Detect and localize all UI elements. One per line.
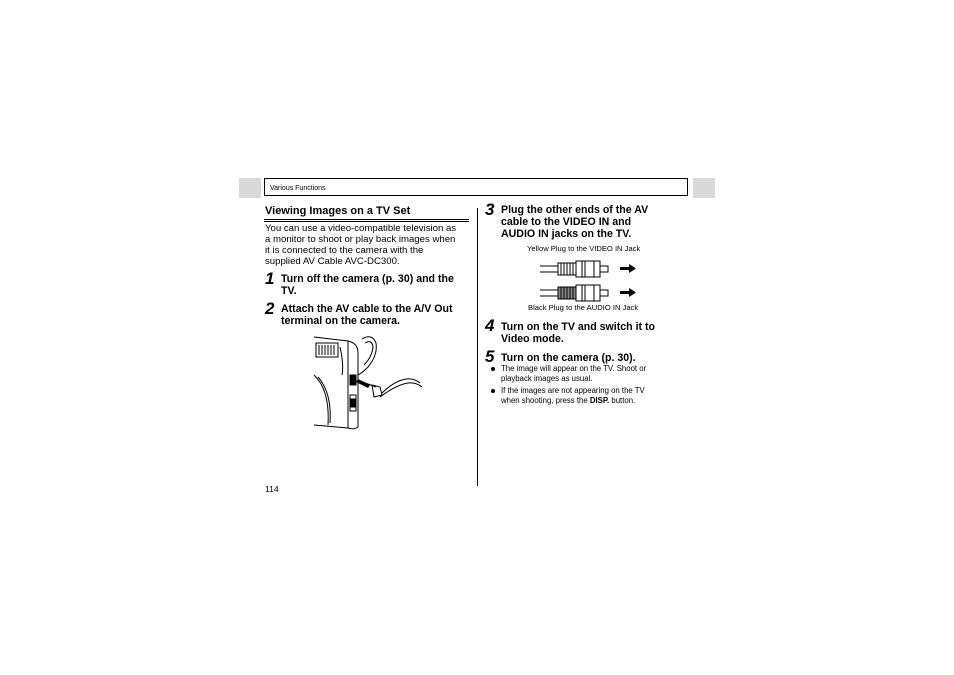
bullet-dot [491, 367, 495, 371]
step-line: Plug the other ends of the AV [501, 204, 649, 216]
av-plugs-illustration [510, 257, 640, 303]
step-line: Turn on the TV and switch it to [501, 321, 655, 333]
step-text [501, 204, 701, 240]
bullet-text: button. [609, 395, 636, 405]
step-number: 4 [485, 316, 495, 335]
step-line: Turn on the camera (p. 30). [501, 352, 636, 364]
step-text [281, 273, 471, 297]
black-plug-caption: Black Plug to the AUDIO IN Jack [528, 303, 639, 312]
section-title: Viewing Images on a TV Set [265, 205, 411, 217]
bullet-text: when shooting, press the [501, 395, 590, 405]
step-number: 3 [485, 200, 495, 219]
step-line: cable to the VIDEO IN and [501, 216, 632, 228]
title-rule [264, 221, 469, 222]
bullet-line: If the images are not appearing on the TV [501, 386, 645, 395]
bullet-dot [491, 389, 495, 393]
step-number: 5 [485, 347, 495, 366]
intro-line: You can use a video-compatible television as [265, 223, 457, 234]
step-line: TV. [281, 285, 297, 297]
header-section-label: Various Functions [270, 185, 326, 192]
step-text [501, 352, 701, 364]
page-number: 114 [265, 484, 279, 494]
intro-line: a monitor to shoot or play back images when [265, 234, 456, 245]
camera-av-cable-illustration [310, 335, 425, 432]
intro-paragraph [265, 223, 470, 267]
bullet-line: playback images as usual. [501, 373, 593, 383]
bullet-item [501, 386, 691, 405]
left-tab-marker [239, 178, 261, 198]
step-text [501, 321, 701, 345]
bullet-line: The image will appear on the TV. Shoot or [501, 364, 647, 373]
intro-line: it is connected to the camera with the [265, 245, 424, 256]
step-number: 1 [265, 269, 275, 288]
step-line: Video mode. [501, 333, 564, 345]
step-text [281, 303, 471, 327]
step-line: Turn off the camera (p. 30) and the [281, 273, 454, 285]
step-line: AUDIO IN jacks on the TV. [501, 228, 632, 240]
intro-line: supplied AV Cable AVC-DC300. [265, 256, 400, 267]
right-tab-marker [693, 178, 715, 198]
step-line: terminal on the camera. [281, 315, 400, 327]
step-line: Attach the AV cable to the A/V Out [281, 303, 453, 315]
bullet-item [501, 364, 691, 383]
header-box [264, 178, 688, 196]
bullet-line [501, 396, 691, 406]
yellow-plug-caption: Yellow Plug to the VIDEO IN Jack [527, 244, 641, 253]
column-divider [477, 208, 478, 486]
step-number: 2 [265, 299, 275, 318]
title-rule [264, 219, 469, 220]
disp-button-label: DISP. [589, 395, 610, 405]
